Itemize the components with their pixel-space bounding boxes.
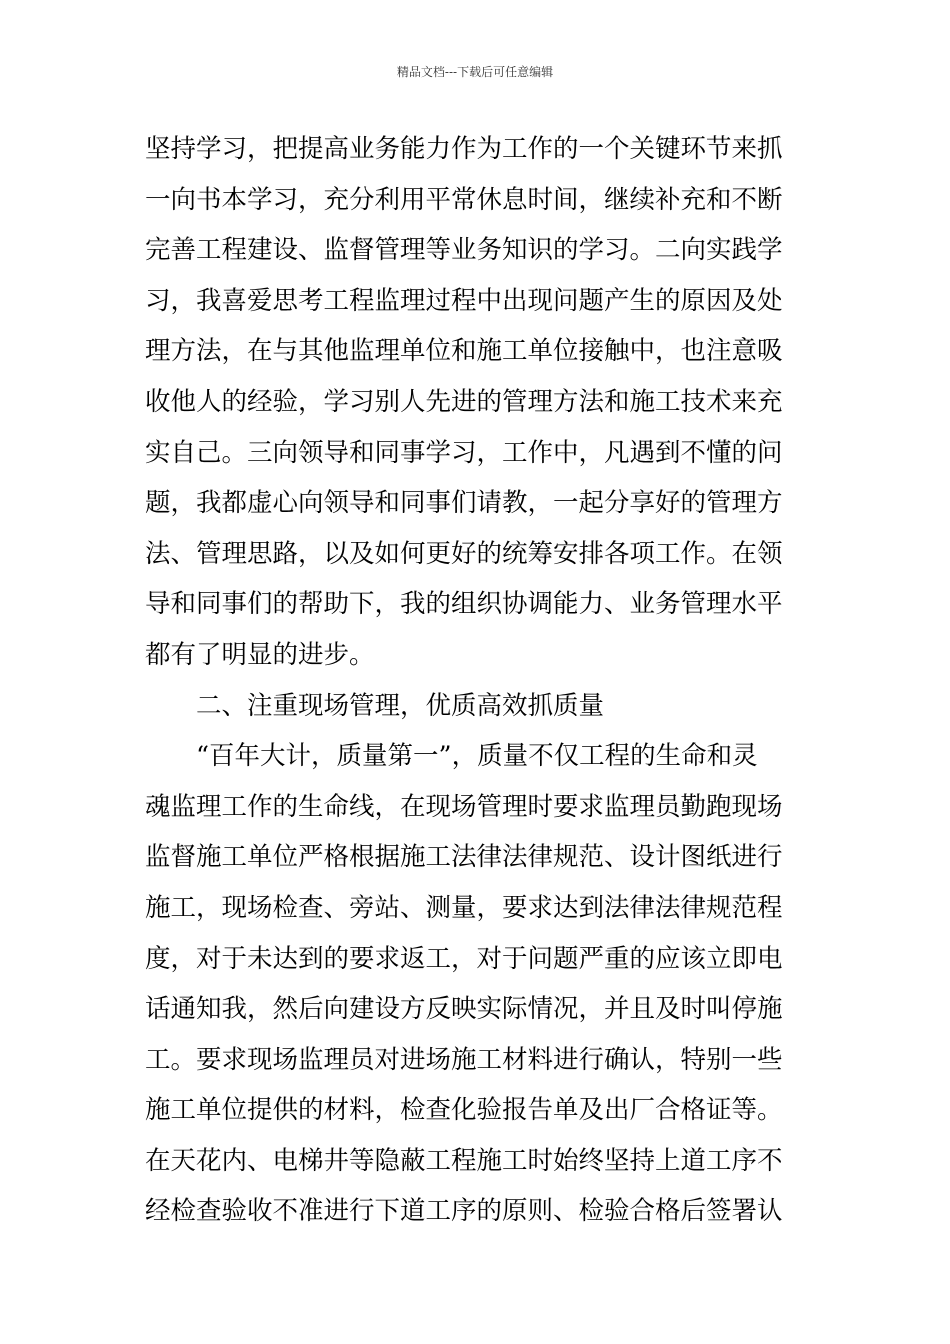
text-line: 习，我喜爱思考工程监理过程中出现问题产生的原因及处 [145, 285, 783, 316]
text-line: 魂监理工作的生命线，在现场管理时要求监理员勤跑现场 [145, 791, 783, 822]
text-line: 坚持学习，把提高业务能力作为工作的一个关键环节来抓 [145, 134, 783, 164]
text-line: “百年大计，质量第一”，质量不仅工程的生命和灵 [196, 741, 758, 772]
text-line: 经检查验收不准进行下道工序的原则、检验合格后签署认 [145, 1196, 783, 1227]
text-line: 法、管理思路，以及如何更好的统筹安排各项工作。在领 [145, 538, 783, 569]
text-line: 一向书本学习，充分利用平常休息时间，继续补充和不断 [145, 184, 783, 215]
document-body [145, 124, 810, 1237]
text-line: 度，对于未达到的要求返工，对于问题严重的应该立即电 [145, 943, 783, 974]
text-line: 收他人的经验，学习别人先进的管理方法和施工技术来充 [145, 386, 783, 417]
text-line: 完善工程建设、监督管理等业务知识的学习。二向实践学 [145, 235, 783, 266]
text-line: 理方法，在与其他监理单位和施工单位接触中，也注意吸 [145, 336, 783, 367]
text-line: 实自己。三向领导和同事学习，工作中，凡遇到不懂的问 [145, 437, 783, 468]
text-line: 导和同事们的帮助下，我的组织协调能力、业务管理水平 [145, 589, 783, 620]
text-line: 工。要求现场监理员对进场施工材料进行确认，特别一些 [145, 1044, 783, 1075]
text-line: 题，我都虚心向领导和同事们请教，一起分享好的管理方 [145, 488, 783, 519]
text-line: 施工，现场检查、旁站、测量，要求达到法律法律规范程 [145, 892, 783, 923]
text-line: 话通知我，然后向建设方反映实际情况，并且及时叫停施 [145, 994, 783, 1025]
page-header: 精品文档---下载后可任意编辑 [396, 65, 554, 79]
text-line: 监督施工单位严格根据施工法律法律规范、设计图纸进行 [145, 842, 783, 873]
text-line: 都有了明显的进步。 [145, 639, 375, 670]
text-line: 在天花内、电梯井等隐蔽工程施工时始终坚持上道工序不 [145, 1145, 783, 1176]
section-heading: 二、注重现场管理，优质高效抓质量 [196, 690, 605, 721]
text-line: 施工单位提供的材料，检查化验报告单及出厂合格证等。 [145, 1095, 783, 1126]
